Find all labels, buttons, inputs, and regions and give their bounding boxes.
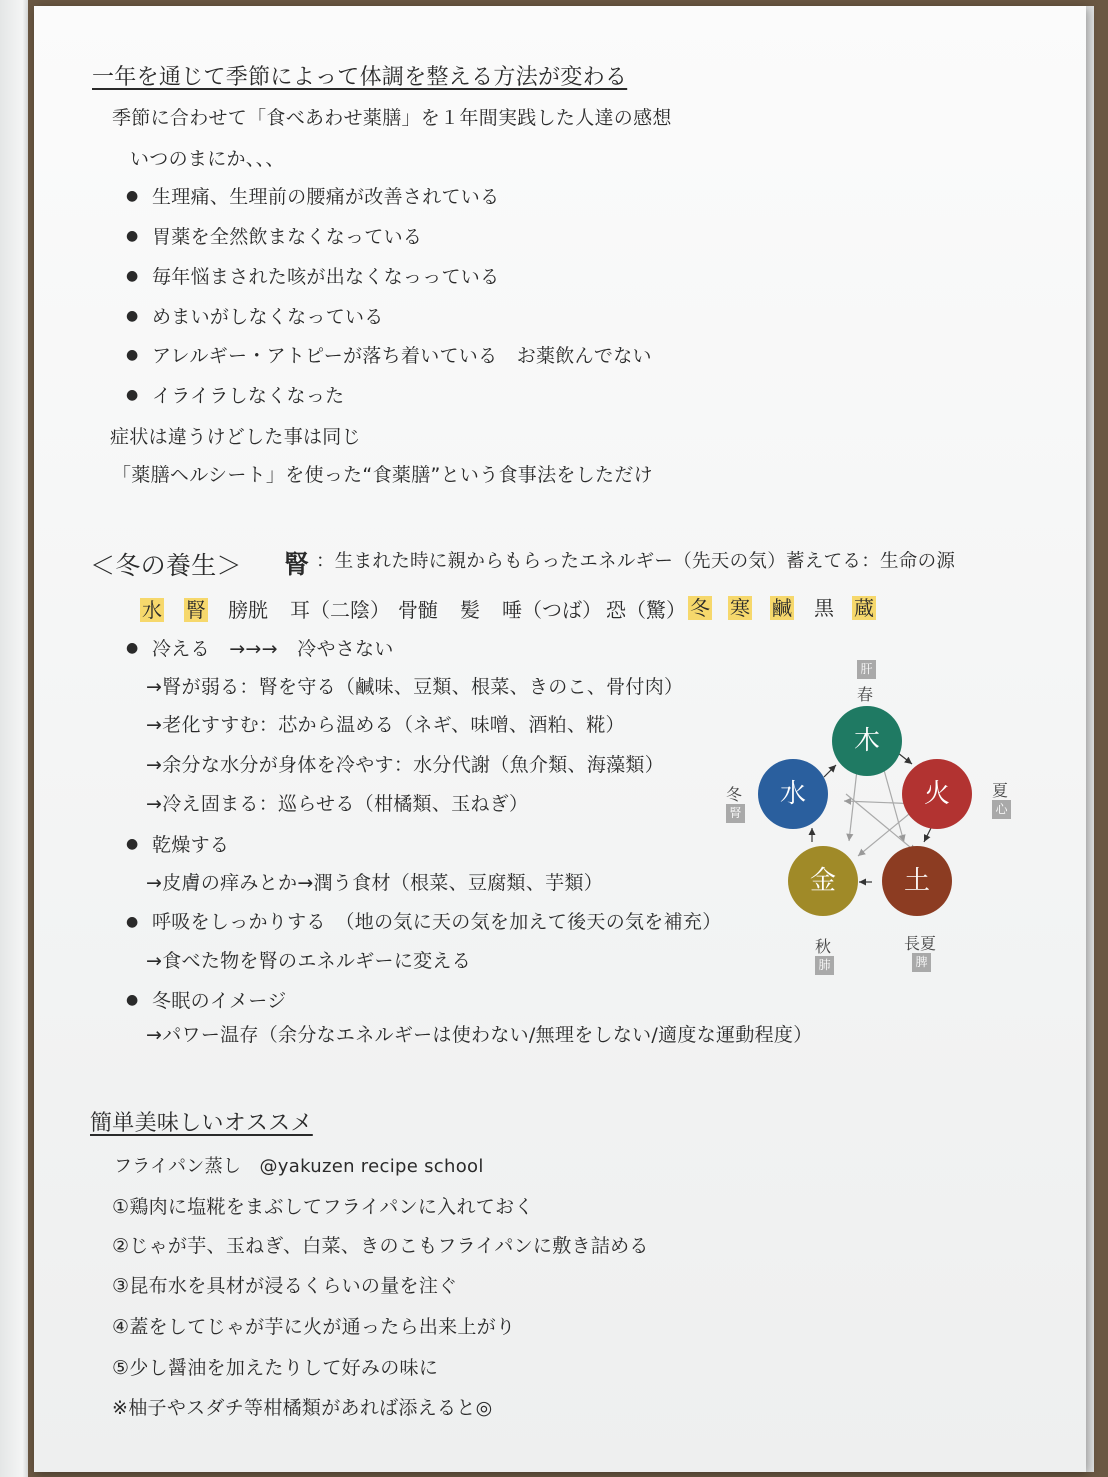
testimonial-item: めまいがしなくなっている [152,306,384,328]
earth-season-label: 長夏 [904,934,937,953]
winter-subitem: →余分な水分が身体を冷やす：水分代謝（魚介類、海藻類） [146,754,665,776]
keyword: 黒 [814,596,834,620]
winter-subitem: →食べた物を腎のエネルギーに変える [146,950,472,972]
keyword-water [140,594,164,623]
winter-subitem: →パワー温存（余分なエネルギーは使わない/無理をしない/適度な運動程度） [146,1024,813,1046]
testimonial-item: アレルギー・アトピーが落ち着いている お薬飲んでない [152,345,652,367]
earth-element-label: 土 [903,866,930,896]
metal-node [788,846,858,916]
section1-lead: いつのまにか、、、 [130,148,285,170]
recipe-step: ②じゃが芋、玉ねぎ、白菜、きのこもフライパンに敷き詰める [112,1235,649,1257]
recipe-title: フライパン蒸し @yakuzen recipe school [114,1156,484,1177]
section1-summary: 「薬膳ヘルシート」を使った“食薬膳”という食事法をしただけ [112,464,653,486]
metal-season-label: 秋 [815,937,832,956]
bullet-dot: ● [126,992,139,1008]
keyword: 膀胱 [228,598,268,622]
earth-organ-label: 脾 [912,953,931,972]
kidney-description: ：生まれた時に親からもらったエネルギー（先天の気）蓄えてる：生命の源 [316,551,956,572]
keyword: 髪 [460,598,480,622]
section3-heading: 簡単美味しいオススメ [90,1111,313,1136]
fire-element-label: 火 [923,779,950,809]
keyword: 鹹 [772,596,792,620]
keyword: 腎 [186,598,206,622]
kidney-label: 腎 [284,550,310,579]
testimonial-item: 生理痛、生理前の腰痛が改善されている [152,186,500,208]
keyword: 耳（二陰） [290,598,390,622]
winter-item: 呼吸をしっかりする （地の気に天の気を加えて後天の気を補充） [152,911,722,933]
winter-subitem: →冷え固まる：巡らせる（柑橘類、玉ねぎ） [146,793,529,815]
keyword-kidney [184,594,208,623]
water-organ-label: 腎 [726,804,745,823]
wood-season-label: 春 [857,685,874,704]
bullet-dot: ● [126,228,139,244]
winter-item: 乾燥する [152,834,230,856]
recipe-step: ⑤少し醤油を加えたりして好みの味に [112,1357,439,1379]
bullet-dot: ● [126,268,139,284]
water-element-label: 水 [779,779,806,809]
recipe-note: ※柚子やスダチ等柑橘類があれば添えると◎ [112,1397,493,1419]
recipe-step: ③昆布水を具材が浸るくらいの量を注ぐ [112,1275,458,1297]
winter-item: 冬眠のイメージ [152,990,287,1012]
keyword: 唾（つば） [502,598,602,622]
bullet-dot: ● [126,640,139,656]
recipe-step: ④蓋をしてじゃが芋に火が通ったら出来上がり [112,1316,516,1338]
bullet-dot: ● [126,836,139,852]
five-elements-diagram [726,646,1054,986]
recipe-step: ①鶏肉に塩糀をまぶしてフライパンに入れておく [112,1196,534,1218]
keyword: 水 [142,598,162,622]
water-season-label: 冬 [726,785,743,804]
winter-care-title: ＜冬の養生＞ [90,551,242,580]
bullet-dot: ● [126,914,139,930]
fire-season-label: 夏 [992,781,1009,800]
keyword: 恐（驚） [606,598,686,622]
water-node [758,759,828,829]
document-page [34,6,1086,1472]
metal-organ-label: 肺 [815,956,834,975]
winter-subitem: →老化すすむ：芯から温める（ネギ、味噌、酒粕、糀） [146,714,625,736]
fire-organ-label: 心 [992,800,1011,819]
winter-item: 冷える →→→ 冷やさない [152,638,394,660]
keyword: 骨髄 [398,598,438,622]
adjacent-sheet [0,0,28,1477]
keyword: 蔵 [854,596,874,620]
wood-element-label: 木 [853,726,880,756]
section1-summary: 症状は違うけどした事は同じ [110,426,361,448]
winter-subitem: →皮膚の痒みとか→潤う食材（根菜、豆腐類、芋類） [146,872,604,894]
winter-subitem: →腎が弱る：腎を守る（鹹味、豆類、根菜、きのこ、骨付肉） [146,676,684,698]
earth-node [882,846,952,916]
section1-heading: 一年を通じて季節によって体調を整える方法が変わる [92,65,628,90]
bullet-dot: ● [126,387,139,403]
section1-intro: 季節に合わせて「食べあわせ薬膳」を１年間実践した人達の感想 [112,107,672,129]
keyword: 寒 [730,596,750,620]
testimonial-item: 胃薬を全然飲まなくなっている [152,226,423,248]
wood-organ-label: 肝 [857,660,876,679]
metal-element-label: 金 [809,866,836,896]
bullet-dot: ● [126,347,139,363]
wood-node [832,706,902,776]
fire-node [902,759,972,829]
testimonial-item: 毎年悩まされた咳が出なくなっっている [152,266,500,288]
bullet-dot: ● [126,308,139,324]
keyword: 冬 [690,596,710,620]
testimonial-item: イライラしなくなった [152,385,345,407]
bullet-dot: ● [126,188,139,204]
